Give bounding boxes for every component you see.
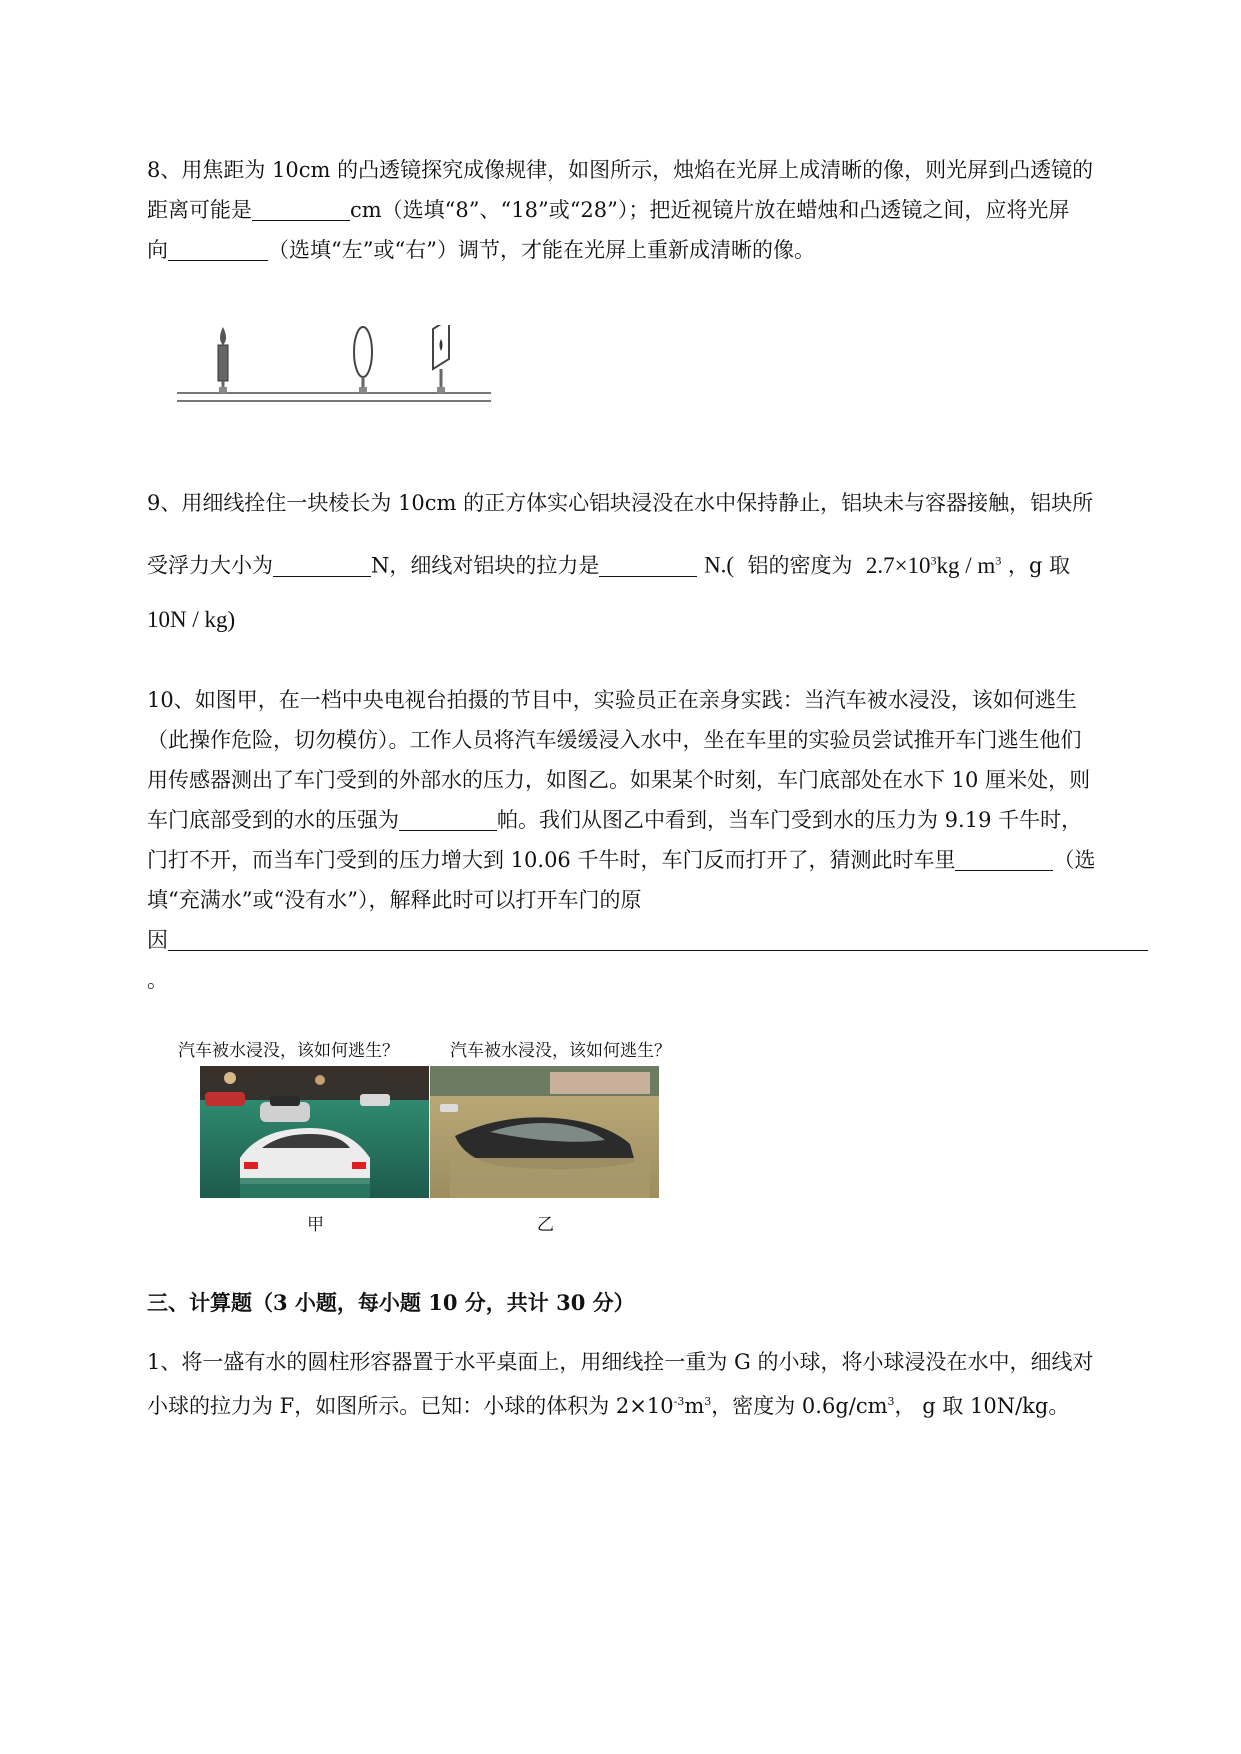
q10-line-2: （此操作危险，切勿模仿）。工作人员将汽车缓缓浸入水中，坐在车里的实验员尝试推开车门逃生他们 xyxy=(147,728,1082,752)
flooded-car-photo-right xyxy=(430,1066,659,1198)
photo-label-left: 甲 xyxy=(307,1215,324,1235)
q8-line-3: 向 （选填“左”或“右”）调节，才能在光屏上重新成清晰的像。 xyxy=(147,238,815,262)
question-10 xyxy=(147,680,1152,1000)
q8-line-1: 8、用焦距为 10cm 的凸透镜探究成像规律，如图所示，烛焰在光屏上成清晰的像，则光屏到凸透镜的 xyxy=(147,158,1094,182)
answer-blank[interactable] xyxy=(399,808,497,831)
q8-line-2: 距离可能是 cm（选填“8”、“18”或“28”）；把近视镜片放在蜡烛和凸透镜之间，应将光屏 xyxy=(147,198,1070,222)
optical-bench-figure xyxy=(175,325,495,435)
photo-label-right: 乙 xyxy=(537,1215,554,1235)
light-screen-icon xyxy=(433,325,449,393)
question-8 xyxy=(147,150,1152,270)
answer-blank[interactable] xyxy=(955,848,1053,871)
q9-line-2: 受浮力大小为 N，细线对铝块的拉力是 N.( 铝的密度为 $2.7\times 10^3kg / m^3$ ，g 取 xyxy=(147,552,1071,578)
q10-line-7: 因 xyxy=(147,920,1152,960)
q10-line-3: 用传感器测出了车门受到的外部水的压力，如图乙。如果某个时刻，车门底部处在水下 10 厘米处，则 xyxy=(147,768,1091,792)
c1-line-1: 1、将一盛有水的圆柱形容器置于水平桌面上，用细线拴一重为 G 的小球，将小球浸没在水中，细线对 xyxy=(147,1350,1094,1374)
answer-blank[interactable] xyxy=(168,238,268,261)
calc-question-1 xyxy=(147,1342,1152,1426)
q10-line-5: 门打不开，而当车门受到的压力增大到 10.06 千牛时，车门反而打开了，猜测此时车里 （选 xyxy=(147,848,1096,872)
q10-line-1: 10、如图甲，在一档中央电视台拍摄的节目中，实验员正在亲身实践：当汽车被水浸没，该如何逃生 xyxy=(147,688,1077,712)
convex-lens-icon xyxy=(354,327,372,393)
photo-caption-left: 汽车被水浸没，该如何逃生？ xyxy=(178,1041,399,1061)
answer-blank[interactable] xyxy=(599,554,697,577)
q10-line-6: 填“充满水”或“没有水”），解释此时可以打开车门的原 xyxy=(147,888,642,912)
optical-bench-icon xyxy=(177,393,491,401)
q10-line-8: 。 xyxy=(147,968,168,992)
density-value: $2.7\times 10^3kg / m^3$ xyxy=(865,552,1002,578)
flooded-car-photo-left xyxy=(200,1066,429,1198)
q10-line-4: 车门底部受到的水的压强为 帕。我们从图乙中看到，当车门受到水的压力为 9.19 千牛时， xyxy=(147,808,1083,832)
answer-blank[interactable] xyxy=(252,198,350,221)
answer-blank[interactable] xyxy=(273,554,371,577)
photo-caption-right: 汽车被水浸没，该如何逃生？ xyxy=(450,1041,671,1061)
q9-line-3: 10N / kg) xyxy=(147,607,236,632)
q9-line-1: 9、用细线拴住一块棱长为 10cm 的正方体实心铝块浸没在水中保持静止，铝块未与容器接触，铝块所 xyxy=(147,491,1094,515)
question-9 xyxy=(147,483,1152,523)
candle-icon xyxy=(218,327,228,393)
section-heading: 三、计算题（3 小题，每小题 10 分，共计 30 分） xyxy=(147,1290,635,1315)
answer-blank[interactable] xyxy=(168,928,1148,951)
c1-line-2: 小球的拉力为 F，如图所示。已知：小球的体积为 $2\times 10^{-3}m^3$，密度为 $0.6g/cm^3$， g 取 10N/kg。 xyxy=(147,1394,1070,1418)
